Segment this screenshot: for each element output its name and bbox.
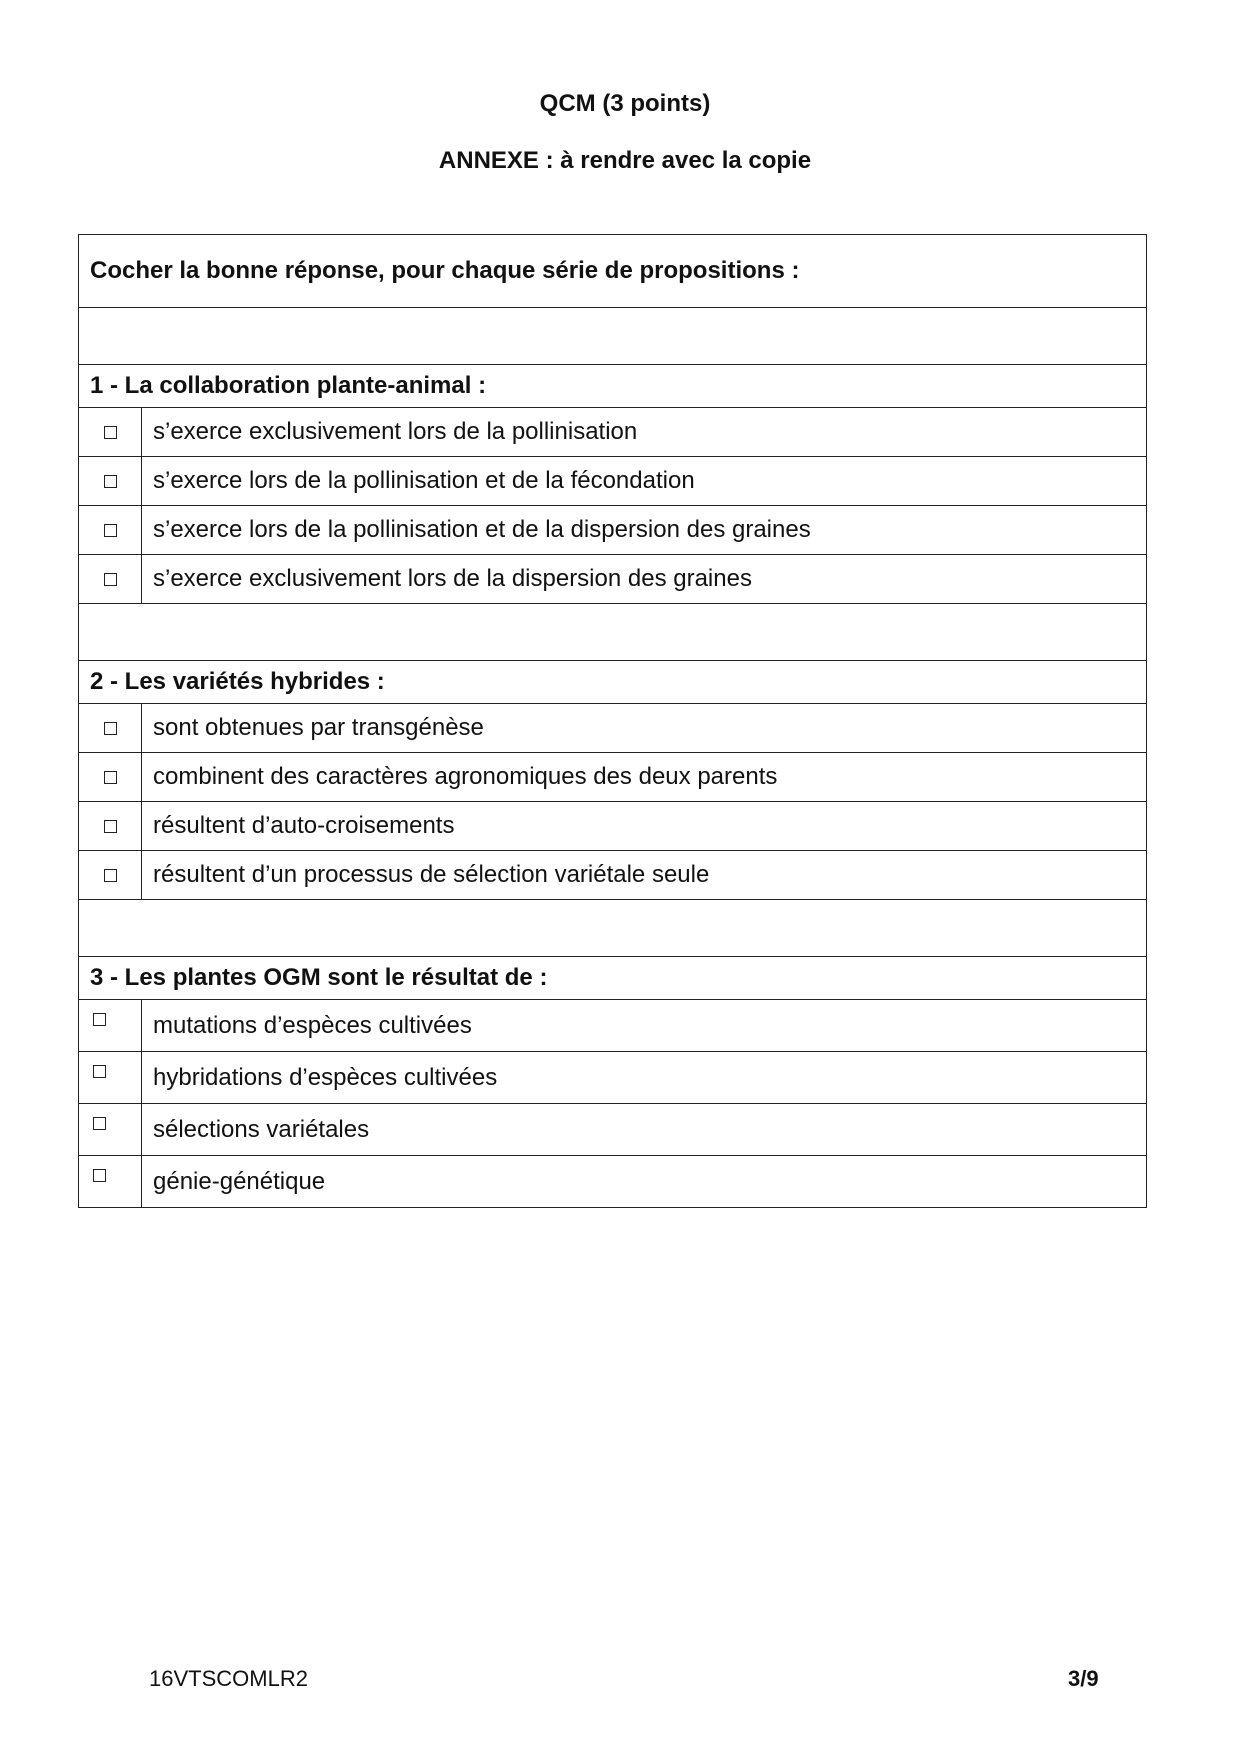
instruction-row bbox=[79, 235, 1147, 308]
option-row bbox=[79, 457, 1147, 506]
question-3-row bbox=[79, 957, 1147, 1000]
checkbox-q1-b[interactable] bbox=[104, 475, 117, 488]
question-3-title: 3 - Les plantes OGM sont le résultat de : bbox=[79, 957, 1147, 1000]
page-title: QCM (3 points) bbox=[539, 90, 711, 117]
option-row bbox=[79, 1104, 1147, 1156]
checkbox-q1-d[interactable] bbox=[104, 573, 117, 586]
option-label: s’exerce exclusivement lors de la pollinisation bbox=[142, 408, 1147, 457]
question-1-title: 1 - La collaboration plante-animal : bbox=[79, 365, 1147, 408]
option-row bbox=[79, 851, 1147, 900]
checkbox-q1-a[interactable] bbox=[104, 426, 117, 439]
footer-page-number: 3/9 bbox=[1068, 1666, 1099, 1691]
spacer-row bbox=[79, 308, 1147, 365]
option-label: s’exerce lors de la pollinisation et de la fécondation bbox=[142, 457, 1147, 506]
option-row bbox=[79, 753, 1147, 802]
checkbox-q2-c[interactable] bbox=[104, 820, 117, 833]
instruction-text: Cocher la bonne réponse, pour chaque série de propositions : bbox=[79, 235, 1147, 308]
checkbox-q1-c[interactable] bbox=[104, 524, 117, 537]
qcm-table bbox=[78, 234, 1147, 1208]
option-label: s’exerce exclusivement lors de la dispersion des graines bbox=[142, 555, 1147, 604]
option-label: sont obtenues par transgénèse bbox=[142, 704, 1147, 753]
checkbox-q2-a[interactable] bbox=[104, 722, 117, 735]
option-row bbox=[79, 1052, 1147, 1104]
option-row bbox=[79, 1156, 1147, 1208]
checkbox-q2-b[interactable] bbox=[104, 771, 117, 784]
option-label: sélections variétales bbox=[142, 1104, 1147, 1156]
checkbox-q3-a[interactable] bbox=[93, 1013, 106, 1026]
option-row bbox=[79, 408, 1147, 457]
option-label: mutations d’espèces cultivées bbox=[142, 1000, 1147, 1052]
option-label: résultent d’un processus de sélection variétale seule bbox=[142, 851, 1147, 900]
checkbox-q3-c[interactable] bbox=[93, 1117, 106, 1130]
option-row bbox=[79, 802, 1147, 851]
question-1-row bbox=[79, 365, 1147, 408]
spacer-row bbox=[79, 604, 1147, 661]
option-label: hybridations d’espèces cultivées bbox=[142, 1052, 1147, 1104]
checkbox-q3-d[interactable] bbox=[93, 1169, 106, 1182]
checkbox-q3-b[interactable] bbox=[93, 1065, 106, 1078]
spacer-row bbox=[79, 900, 1147, 957]
option-row bbox=[79, 506, 1147, 555]
option-label: génie-génétique bbox=[142, 1156, 1147, 1208]
question-2-row bbox=[79, 661, 1147, 704]
option-row bbox=[79, 555, 1147, 604]
question-2-title: 2 - Les variétés hybrides : bbox=[79, 661, 1147, 704]
checkbox-q2-d[interactable] bbox=[104, 869, 117, 882]
page-subtitle: ANNEXE : à rendre avec la copie bbox=[438, 147, 812, 174]
option-row bbox=[79, 704, 1147, 753]
option-row bbox=[79, 1000, 1147, 1052]
option-label: combinent des caractères agronomiques des deux parents bbox=[142, 753, 1147, 802]
footer-document-code: 16VTSCOMLR2 bbox=[149, 1666, 308, 1691]
option-label: s’exerce lors de la pollinisation et de la dispersion des graines bbox=[142, 506, 1147, 555]
option-label: résultent d’auto-croisements bbox=[142, 802, 1147, 851]
